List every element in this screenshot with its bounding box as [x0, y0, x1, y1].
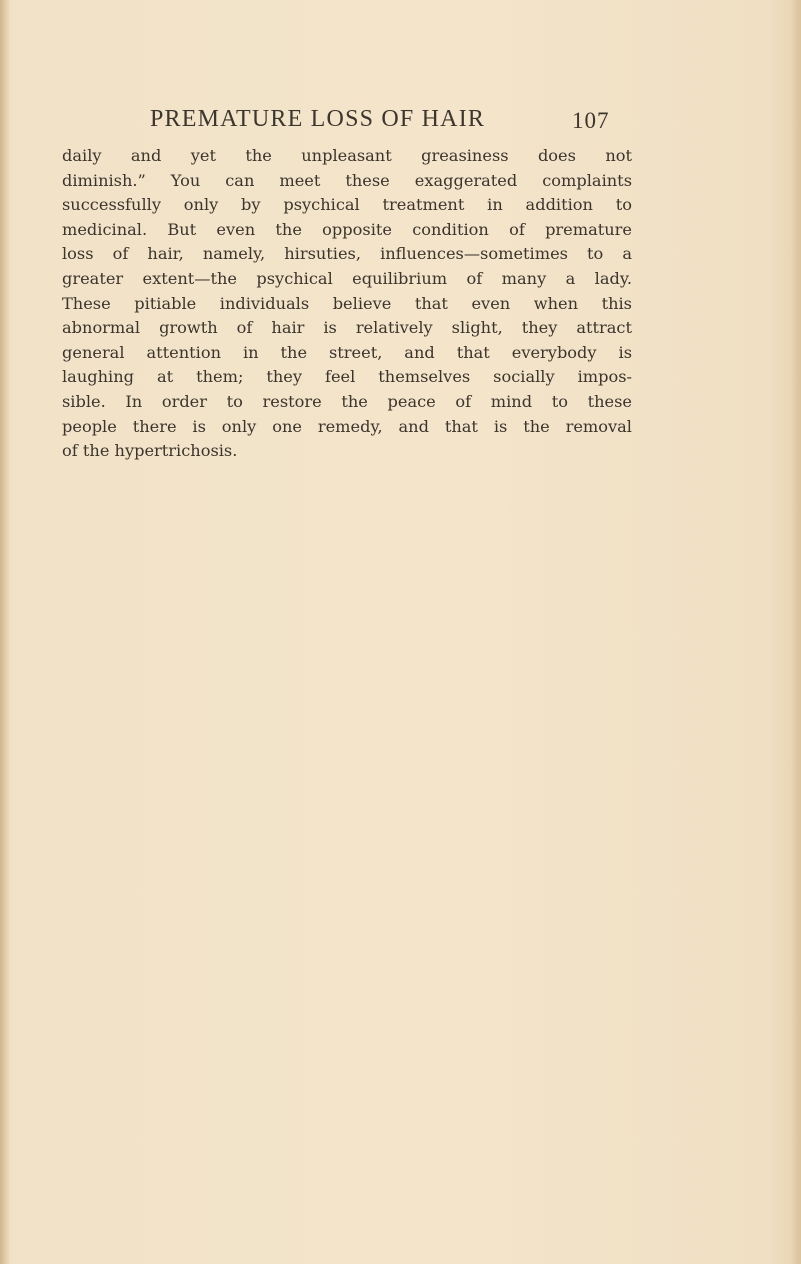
body-paragraph	[62, 144, 632, 464]
text-line: successfully only by psychical treatment in addition to	[62, 195, 632, 215]
text-line: laughing at them; they feel themselves socially impos-	[62, 367, 632, 387]
running-head-title: PREMATURE LOSS OF HAIR	[150, 106, 486, 132]
text-line: of the hypertrichosis.	[62, 441, 238, 461]
page-number: 107	[572, 108, 610, 133]
text-line: general attention in the street, and that everybody is	[62, 342, 632, 362]
text-line: medicinal. But even the opposite condition of premature	[62, 219, 632, 239]
page-gutter-edge	[0, 0, 10, 1264]
page-outer-edge	[791, 0, 801, 1264]
text-line: daily and yet the unpleasant greasiness does not	[62, 146, 632, 165]
text-line: people there is only one remedy, and that is the removal	[62, 416, 632, 436]
text-line: greater extent—the psychical equilibrium of many a lady.	[62, 268, 632, 288]
running-head	[150, 106, 670, 142]
text-line: loss of hair, namely, hirsuties, influences—sometimes to a	[62, 244, 632, 264]
text-line: diminish.” You can meet these exaggerated complaints	[62, 170, 632, 190]
text-line: These pitiable individuals believe that even when this	[62, 293, 632, 313]
text-line: sible. In order to restore the peace of mind to these	[62, 391, 632, 411]
text-line: abnormal growth of hair is relatively slight, they attract	[62, 318, 632, 338]
